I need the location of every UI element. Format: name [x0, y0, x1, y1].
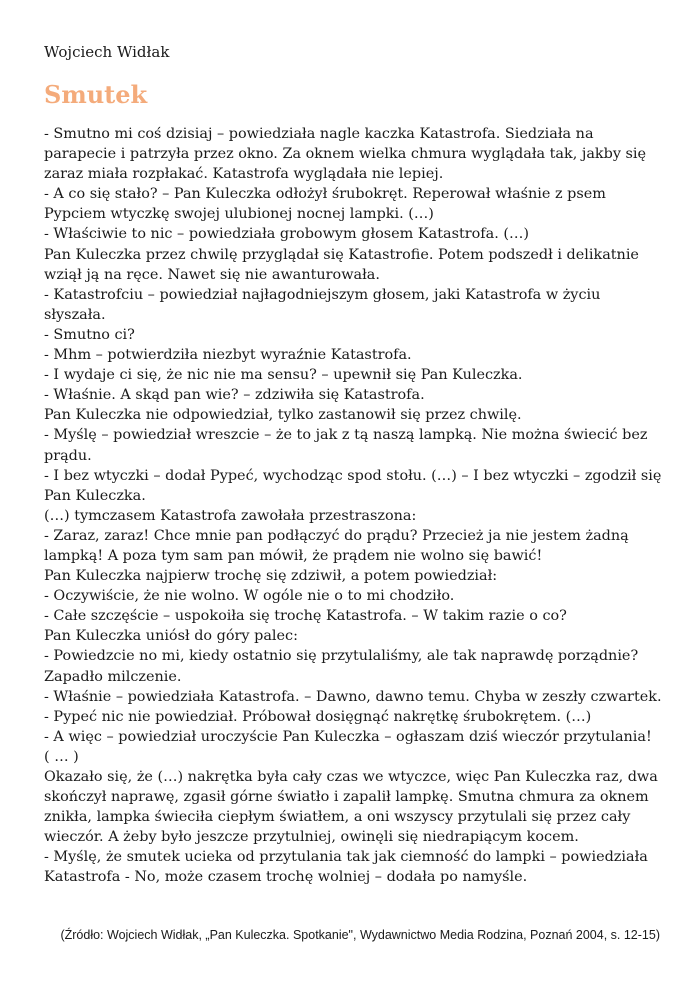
story-title: Smutek	[44, 80, 148, 109]
story-line: - Właśnie. A skąd pan wie? – zdziwiła się Katastrofa.	[44, 387, 425, 404]
story-line: zaraz miała rozpłakać. Katastrofa wyglądała nie lepiej.	[44, 166, 444, 183]
story-line: (…) tymczasem Katastrofa zawołała przestraszona:	[44, 507, 417, 524]
story-line: - Myślę – powiedział wreszcie – że to jak z tą naszą lampką. Nie można świecić bez	[44, 427, 648, 444]
story-line: wieczór. A żeby było jeszcze przytulniej, owinęli się niedrapiącym kocem.	[44, 829, 579, 846]
story-line: - Zaraz, zaraz! Chce mnie pan podłączyć do prądu? Przecież ja nie jestem żadną	[44, 527, 629, 544]
story-line: ( … )	[44, 748, 79, 765]
story-line: parapecie i patrzyła przez okno. Za oknem wielka chmura wyglądała tak, jakby się	[44, 146, 647, 163]
story-line: znikła, lampka świeciła ciepłym światłem, a oni wszyscy przytulali się przez cały	[44, 809, 631, 826]
story-line: Okazało się, że (…) nakrętka była cały czas we wtyczce, więc Pan Kuleczka raz, dwa	[44, 769, 658, 785]
story-line: Katastrofa - No, może czasem trochę wolniej – dodała po namyśle.	[44, 869, 528, 886]
story-line: - Mhm – potwierdziła niezbyt wyraźnie Katastrofa.	[44, 347, 412, 364]
story-line: Pan Kuleczka nie odpowiedział, tylko zastanowił się przez chwilę.	[44, 407, 522, 424]
story-line: Pan Kuleczka uniósł do góry palec:	[44, 628, 298, 645]
story-line: Pan Kuleczka przez chwilę przyglądał się Katastrofie. Potem podszedł i delikatnie	[44, 246, 639, 263]
story-line: - Oczywiście, że nie wolno. W ogóle nie o to mi chodziło.	[44, 588, 455, 605]
story-line: słyszała.	[44, 306, 106, 323]
story-line: wziął ją na ręce. Nawet się nie awanturowała.	[44, 266, 380, 283]
story-line: - Właściwie to nic – powiedziała grobowym głosem Katastrofa. (…)	[44, 226, 529, 243]
story-line: - A co się stało? – Pan Kuleczka odłożył śrubokręt. Reperował właśnie z psem	[44, 186, 606, 203]
story-line: - Smutno mi coś dzisiaj – powiedziała nagle kaczka Katastrofa. Siedziała na	[44, 126, 594, 142]
story-line: Pypciem wtyczkę swojej ulubionej nocnej lampki. (…)	[44, 206, 434, 223]
story-line: - Myślę, że smutek ucieka od przytulania tak jak ciemność do lampki – powiedziała	[44, 849, 648, 866]
story-line: - Katastrofciu – powiedział najłagodniejszym głosem, jaki Katastrofa w życiu	[44, 286, 601, 303]
source-citation: (Źródło: Wojciech Widłak, „Pan Kuleczka. Spotkanie", Wydawnictwo Media Rodzina, Poznań 2004, s. 12-15)	[60, 928, 660, 942]
author-name: Wojciech Widłak	[44, 43, 170, 61]
story-line: lampką! A poza tym sam pan mówił, że prądem nie wolno się bawić!	[44, 547, 543, 564]
story-line: - Smutno ci?	[44, 326, 135, 343]
story-line: - Pypeć nic nie powiedział. Próbował dosięgnąć nakrętkę śrubokrętem. (…)	[44, 708, 592, 725]
story-line: prądu.	[44, 447, 92, 464]
story-line: Pan Kuleczka najpierw trochę się zdziwił, a potem powiedział:	[44, 568, 498, 585]
story-line: - Całe szczęście – uspokoiła się trochę Katastrofa. – W takim razie o co?	[44, 608, 567, 625]
story-line: - Właśnie – powiedziała Katastrofa. – Dawno, dawno temu. Chyba w zeszły czwartek.	[44, 688, 662, 705]
story-body	[44, 124, 664, 888]
story-line: - I bez wtyczki – dodał Pypeć, wychodząc spod stołu. (…) – I bez wtyczki – zgodził się	[44, 467, 662, 484]
story-line: skończył naprawę, zgasił górne światło i zapalił lampkę. Smutna chmura za oknem	[44, 789, 649, 806]
story-line: - I wydaje ci się, że nic nie ma sensu? – upewnił się Pan Kuleczka.	[44, 367, 523, 384]
story-line: Pan Kuleczka.	[44, 487, 146, 504]
story-line: Zapadło milczenie.	[44, 668, 182, 685]
story-line: - Powiedzcie no mi, kiedy ostatnio się przytulaliśmy, ale tak naprawdę porządnie?	[44, 648, 639, 665]
story-line: - A więc – powiedział uroczyście Pan Kuleczka – ogłaszam dziś wieczór przytulania!	[44, 728, 652, 745]
